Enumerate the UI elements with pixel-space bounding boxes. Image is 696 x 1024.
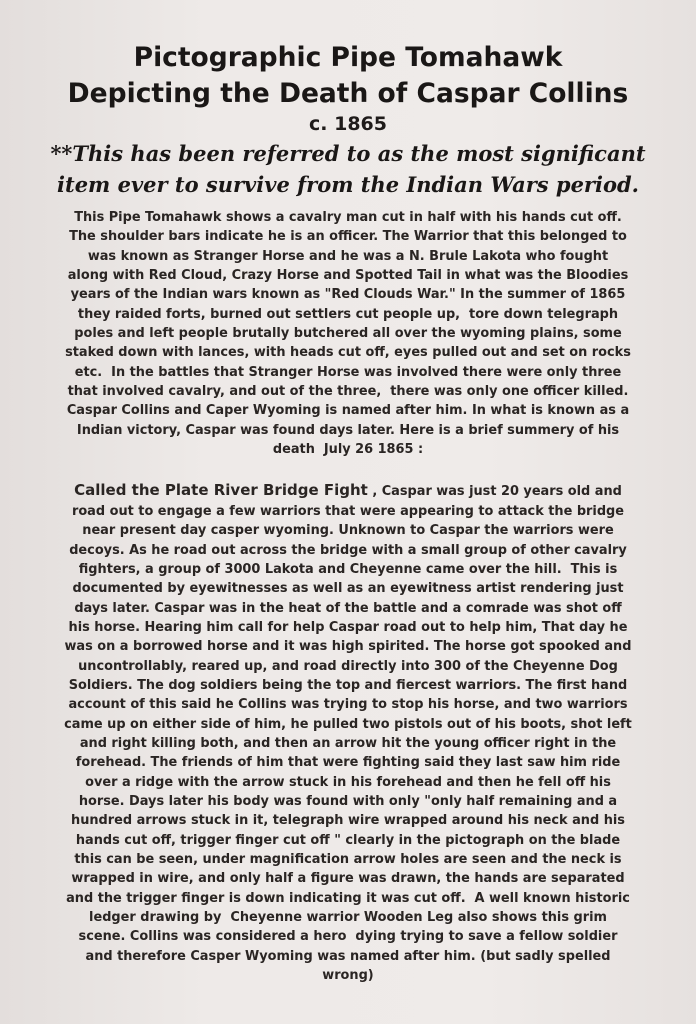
text-line: near present day casper wyoming. Unknown to Caspar the warriors were (82, 523, 614, 539)
text-line: and the trigger finger is down indicating it was cut off. A well known historic (66, 890, 630, 906)
text-line: they raided forts, burned out settlers cut people up, tore down telegraph (77, 306, 619, 322)
text-line: that involved cavalry, and out of the three, there was only one officer killed. (67, 384, 629, 400)
text-line: Soldiers. The dog soldiers being the top and fiercest warriors. The first hand (68, 677, 628, 693)
battle-first-line-rest: , Caspar was just 20 years old and (367, 484, 622, 500)
text-line: this can be seen, under magnification arrow holes are seen and the neck is (74, 852, 622, 867)
text-line: decoys. As he road out across the bridge with a small group of other cavalry (69, 542, 627, 558)
text-line: wrapped in wire, and only half a figure was drawn, the hands are separated (71, 871, 625, 887)
text-line: years of the Indian wars known as "Red Clouds War." In the summer of 1865 (70, 287, 626, 303)
text-line: account of this said he Collins was trying to stop his horse, and two warriors (68, 697, 628, 713)
battle-name: Called the Plate River Bridge Fight (74, 481, 368, 500)
text-line: over a ridge with the arrow stuck in his forehead and then he fell off his (85, 774, 611, 790)
text-line: and right killing both, and then an arrow hit the young officer right in the (79, 735, 617, 751)
text-line: days later. Caspar was in the heat of the battle and a comrade was shot off (74, 600, 622, 616)
text-line: poles and left people brutally butchered all over the wyoming plains, some (74, 326, 622, 342)
significance-line-1: **This has been referred to as the most significant (50, 141, 646, 166)
text-line: death July 26 1865 : (272, 442, 424, 458)
battle-paragraph (14, 481, 682, 985)
title-line-2: Depicting the Death of Caspar Collins (67, 78, 629, 109)
placard-title (14, 40, 682, 112)
text-line: his horse. Hearing him call for help Caspar road out to help him, That day he (68, 619, 628, 635)
text-line: was on a borrowed horse and it was high spirited. The horse got spooked and (64, 639, 632, 655)
text-line: staked down with lances, with heads cut off, eyes pulled out and set on rocks (65, 345, 631, 361)
text-line: and therefore Casper Wyoming was named after him. (but sadly spelled (85, 948, 611, 964)
date-label: c. 1865 (309, 113, 387, 135)
text-line: scene. Collins was considered a hero dying trying to save a fellow soldier (78, 929, 618, 945)
title-line-1: Pictographic Pipe Tomahawk (133, 42, 563, 73)
text-line: hands cut off, trigger finger cut off " clearly in the pictograph on the blade (75, 832, 621, 848)
text-line: came up on either side of him, he pulled two pistols out of his boots, shot left (64, 716, 632, 732)
text-line: road out to engage a few warriors that were appearing to attack the bridge (71, 503, 625, 519)
text-line: forehead. The friends of him that were fighting said they last saw him ride (75, 755, 621, 771)
text-line: horse. Days later his body was found with only "only half remaining and a (78, 793, 618, 809)
text-line: was known as Stranger Horse and he was a N. Brule Lakota who fought (87, 248, 609, 264)
battle-first-line (14, 481, 682, 501)
text-line: documented by eyewitnesses as well as an eyewitness artist rendering just (72, 581, 624, 597)
history-paragraph (14, 208, 682, 459)
text-line: along with Red Cloud, Crazy Horse and Spotted Tail in what was the Bloodies (67, 268, 629, 284)
text-line: The shoulder bars indicate he is an officer. The Warrior that this belonged to (69, 229, 627, 245)
text-line: ledger drawing by Cheyenne warrior Wooden Leg also shows this grim (89, 910, 607, 926)
text-line: etc. In the battles that Stranger Horse was involved there were only three (74, 364, 622, 380)
significance-line-2: item ever to survive from the Indian Wars period. (57, 172, 639, 197)
text-line: fighters, a group of 3000 Lakota and Cheyenne came over the hill. This is (78, 561, 618, 577)
text-line: wrong) (322, 968, 374, 984)
text-line: This Pipe Tomahawk shows a cavalry man cut in half with his hands cut off. (74, 210, 622, 225)
text-line: hundred arrows stuck in it, telegraph wire wrapped around his neck and his (71, 813, 625, 829)
significance-note (14, 138, 682, 200)
text-line: Caspar Collins and Caper Wyoming is named after him. In what is known as a (66, 403, 630, 419)
text-line: Indian victory, Caspar was found days later. Here is a brief summery of his (76, 422, 620, 438)
text-line: uncontrollably, reared up, and road directly into 300 of the Cheyenne Dog (78, 658, 618, 674)
